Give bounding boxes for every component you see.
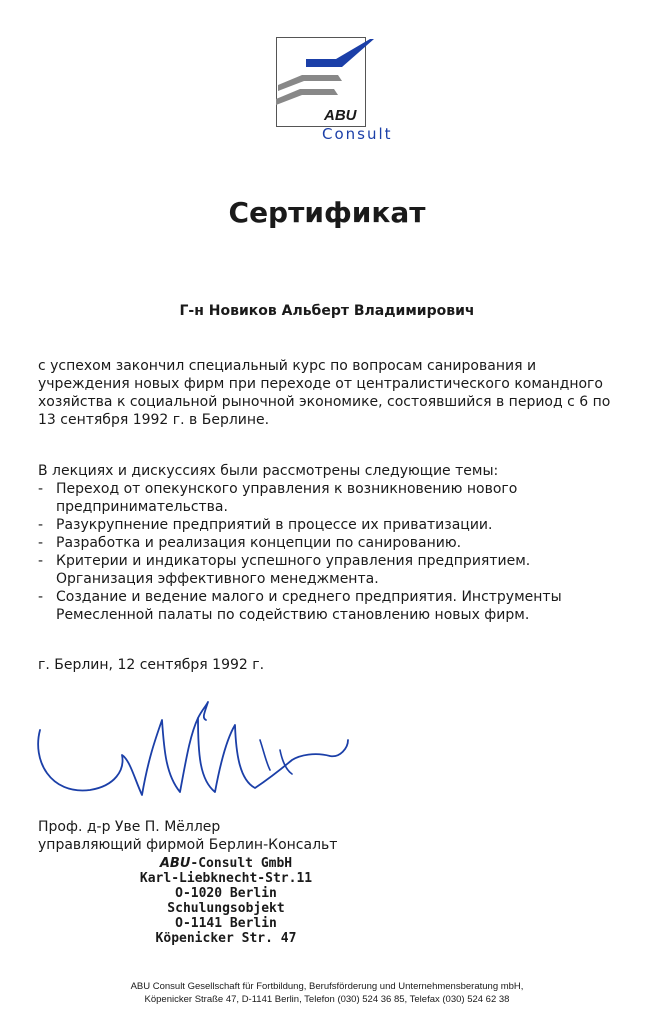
stamp-company <box>116 856 336 871</box>
company-logo <box>276 37 396 141</box>
topics-heading: В лекциях и дискуссиях были рассмотрены следующие темы: <box>38 463 499 479</box>
stamp-abu: ABU <box>159 856 191 871</box>
logo-consult-text: Consult <box>322 125 393 143</box>
company-stamp <box>116 856 336 946</box>
handwritten-signature <box>30 700 360 820</box>
stamp-street: Karl-Liebknecht-Str.11 <box>139 871 313 886</box>
list-item: - Создание и ведение малого и среднего предприятия. Инструменты Ремесленной палаты по содействию становлению новых фирм. <box>38 588 628 624</box>
footer-address <box>0 980 654 1006</box>
signer-block <box>38 818 337 854</box>
footer-line1: ABU Consult Gesellschaft für Fortbildung, Berufsförderung und Unternehmensberatung mbH, <box>130 981 524 992</box>
list-item: - Переход от опекунского управления к возникновению нового предпринимательства. <box>38 480 628 516</box>
list-item: - Разукрупнение предприятий в процессе их приватизации. <box>38 516 628 534</box>
topics-section <box>38 462 628 624</box>
topics-list <box>38 480 628 624</box>
intro-paragraph: с успехом закончил специальный курс по вопросам санирования и учреждения новых фирм при переходе от централистического командного хозяйства к социальной рыночной экономике, состоявшийся в период с 6 по 13 сентября 1992 г. в Берлине. <box>38 358 611 428</box>
footer-line2: Köpenicker Straße 47, D-1141 Berlin, Telefon (030) 524 36 85, Telefax (030) 524 62 38 <box>144 994 510 1005</box>
stamp-label: Schulungsobjekt <box>167 901 285 916</box>
place-date: г. Берлин, 12 сентября 1992 г. <box>38 657 265 673</box>
stamp-company-rest: -Consult GmbH <box>190 856 293 871</box>
list-item: - Разработка и реализация концепции по санированию. <box>38 534 628 552</box>
stamp-city2: O-1141 Berlin <box>175 916 277 931</box>
stamp-street2: Köpenicker Str. 47 <box>155 931 297 946</box>
stamp-city: O-1020 Berlin <box>175 886 277 901</box>
logo-abu-text: ABU <box>324 107 357 124</box>
certificate-title: Сертификат <box>228 196 426 229</box>
signer-name: Проф. д-р Уве П. Мёллер <box>38 819 221 835</box>
list-item: - Критерии и индикаторы успешного управления предприятием. Организация эффективного менеджмента. <box>38 552 628 588</box>
signer-role: управляющий фирмой Берлин-Консальт <box>38 837 338 853</box>
recipient-name: Г-н Новиков Альберт Владимирович <box>179 303 475 319</box>
